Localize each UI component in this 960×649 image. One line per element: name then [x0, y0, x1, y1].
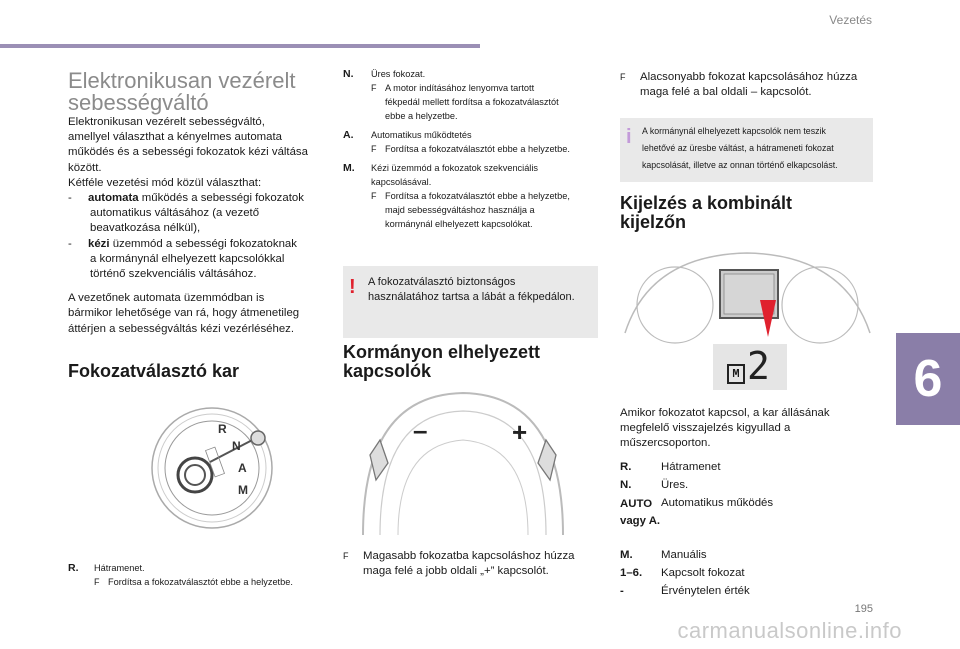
- minus-paddle-label: –: [413, 415, 428, 445]
- text-line: Elektronikusan vezérelt sebességváltó,: [68, 116, 265, 128]
- info-box: [620, 118, 873, 182]
- bullet-dash: -: [68, 192, 72, 205]
- chapter-tab: 6: [896, 333, 960, 425]
- warning-icon: !: [349, 276, 356, 298]
- item-label: R.: [68, 562, 79, 574]
- paddles-heading: [343, 343, 540, 381]
- item-label: M.: [343, 162, 355, 174]
- item-text: majd sebességváltáshoz használja a: [385, 205, 535, 215]
- text-line: használatához tartsa a lábát a fékpedálon.: [368, 291, 575, 304]
- item-title: Üres fokozat.: [371, 69, 426, 79]
- legend-value: Kapcsolt fokozat: [661, 567, 745, 579]
- legend-key: AUTO vagy A.: [620, 498, 661, 527]
- text-line: között.: [68, 161, 102, 174]
- title-line: Elektronikusan vezérelt: [68, 68, 296, 93]
- item-text: Fordítsa a fokozatválasztót ebbe a helyzetbe.: [385, 144, 570, 154]
- header-bar: [0, 44, 480, 48]
- text-line: műszercsoporton.: [620, 437, 711, 450]
- knob-letter-a: A: [238, 461, 247, 475]
- text-line: lehetővé az üresbe váltást, a hátrameneti fokozat: [642, 143, 834, 153]
- info-text: [642, 123, 870, 174]
- downshift-instruction: [620, 70, 880, 100]
- text-line: Kétféle vezetési mód közül választhat:: [68, 176, 262, 189]
- gear-selector-illustration: [150, 400, 275, 535]
- item-label: A.: [343, 129, 354, 141]
- text-line: beavatkozása nélkül),: [90, 222, 201, 235]
- text-line: Magasabb fokozatba kapcsoláshoz húzza: [363, 550, 575, 562]
- selector-heading: Fokozatválasztó kar: [68, 361, 240, 381]
- text-line: bármikor lehetősége van rá, hogy átmenetileg: [68, 307, 300, 320]
- arrow-icon: F: [371, 191, 377, 201]
- bullet-keyword: automata: [88, 192, 139, 205]
- bullet-text: működés a sebességi fokozatok: [138, 192, 304, 205]
- bullet-keyword: kézi: [88, 237, 110, 250]
- watermark: carmanualsonline.info: [677, 618, 902, 643]
- item-text: kormánynál elhelyezett kapcsolókat.: [385, 219, 533, 229]
- item-text: Fordítsa a fokozatválasztót ebbe a helyzetbe,: [385, 191, 570, 201]
- arrow-icon: F: [371, 144, 377, 154]
- item-title: Kézi üzemmód a fokozatok szekvenciális: [371, 163, 538, 173]
- section-title: Vezetés: [829, 13, 872, 27]
- plus-paddle-label: +: [512, 417, 528, 447]
- item-text: A motor indításához lenyomva tartott: [385, 83, 535, 93]
- item-title: kapcsolásával.: [371, 177, 432, 187]
- knob-letter-r: R: [218, 422, 227, 436]
- display-mode-indicator: M: [727, 364, 745, 384]
- text-line: kapcsolását, illetve az onnan történő elkapcsolást.: [642, 160, 838, 170]
- text-line: Alacsonyabb fokozat kapcsolásához húzza: [640, 71, 858, 83]
- text-line: A fokozatválasztó biztonságos: [368, 276, 516, 288]
- arrow-icon: F: [371, 83, 377, 93]
- title-line: sebességváltó: [68, 90, 209, 115]
- text-line: áttérjen a sebességváltás kézi vezérléséhez.: [68, 322, 295, 335]
- arrow-icon: F: [620, 72, 626, 82]
- text-line: A kormánynál elhelyezett kapcsolók nem teszik: [642, 126, 826, 136]
- item-text: fékpedál mellett fordítsa a fokozatválasztót: [385, 97, 559, 107]
- legend-value: Automatikus működés: [661, 497, 774, 509]
- bullet-dash: -: [68, 237, 72, 250]
- warning-box: [343, 266, 598, 338]
- instrument-cluster-illustration: [620, 245, 875, 345]
- legend-key: -: [620, 585, 624, 597]
- text-line: maga felé a jobb oldali „+” kapcsolót.: [363, 565, 549, 578]
- legend-key: N.: [620, 479, 632, 491]
- item-text: ebbe a helyzetbe.: [385, 111, 458, 121]
- bullet-kezi: [68, 237, 333, 252]
- steering-wheel-illustration: [358, 385, 568, 540]
- legend-value: Érvénytelen érték: [661, 585, 750, 597]
- legend-key: R.: [620, 461, 632, 473]
- item-title: Automatikus működtetés: [371, 130, 472, 140]
- display-description: [620, 406, 880, 452]
- text-line: Amikor fokozatot kapcsol, a kar állásának: [620, 407, 830, 419]
- heading-line: kijelzőn: [620, 212, 687, 232]
- upshift-instruction: [343, 549, 603, 579]
- heading-line: Kormányon elhelyezett: [343, 342, 541, 362]
- legend-key: 1–6.: [620, 567, 643, 579]
- heading-line: kapcsolók: [343, 361, 432, 381]
- item-text: Fordítsa a fokozatválasztót ebbe a helyzetbe.: [108, 577, 293, 587]
- display-gear-number: 2: [747, 344, 770, 388]
- knob-letter-m: M: [238, 483, 248, 497]
- text-line: megfelelő visszajelzés kigyullad a: [620, 422, 791, 435]
- text-line: automatikus váltásához (a vezető: [90, 207, 260, 220]
- text-line: működés és a sebességi fokozatok kézi váltása: [68, 146, 308, 159]
- gear-display: [713, 344, 787, 390]
- r-definition: [68, 561, 333, 589]
- text-line: történő szekvenciális váltásához.: [90, 268, 257, 281]
- page-number: 195: [854, 603, 873, 615]
- knob-letter-n: N: [232, 439, 241, 453]
- arrow-icon: F: [94, 577, 100, 587]
- gear-definitions: [343, 67, 608, 231]
- text-line: maga felé a bal oldali – kapcsolót.: [640, 86, 812, 99]
- warning-text: [368, 275, 596, 305]
- display-heading: [620, 194, 792, 232]
- page-title: [68, 70, 295, 114]
- heading-line: Kijelzés a kombinált: [620, 193, 793, 213]
- arrow-icon: F: [343, 551, 349, 561]
- legend-value: Üres.: [661, 479, 689, 491]
- text-line: a kormánynál elhelyezett kapcsolókkal: [90, 252, 285, 265]
- bullet-text: üzemmód a sebességi fokozatoknak: [109, 237, 297, 250]
- legend-key: M.: [620, 549, 633, 561]
- item-title: Hátramenet.: [94, 563, 145, 573]
- info-icon: i: [626, 126, 632, 148]
- intro-text: [68, 115, 333, 337]
- display-legend: [620, 460, 880, 602]
- text-line: A vezetőnek automata üzemmódban is: [68, 292, 265, 305]
- legend-value: Hátramenet: [661, 461, 721, 473]
- legend-value: Manuális: [661, 549, 707, 561]
- item-label: N.: [343, 68, 354, 80]
- bullet-automata: [68, 191, 333, 206]
- text-line: amellyel választhat a kényelmes automata: [68, 131, 282, 144]
